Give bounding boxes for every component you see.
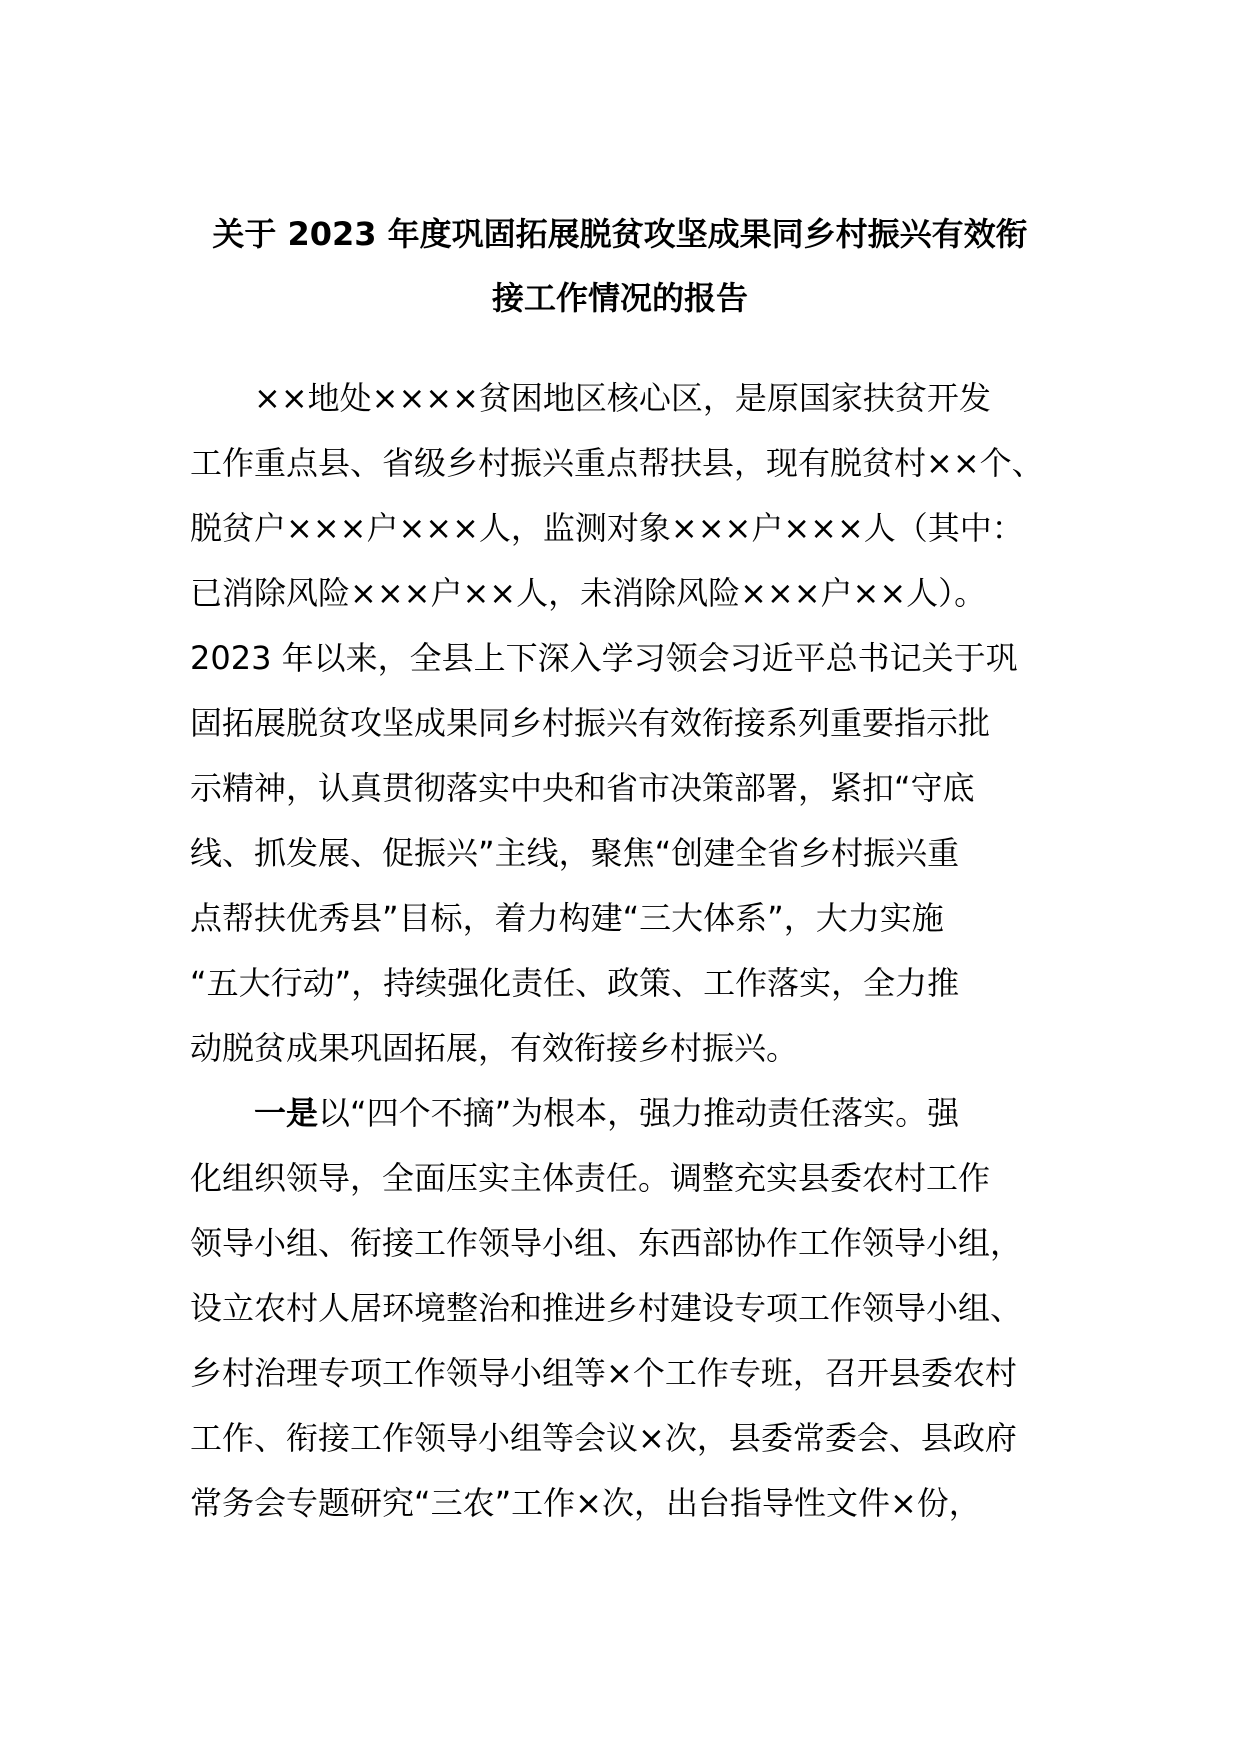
title-line: 接工作情况的报告 xyxy=(491,279,748,317)
paragraph-line: 乡村治理专项工作领导小组等×个工作专班，召开县委农村 xyxy=(190,1354,1017,1392)
paragraph-line: 设立农村人居环境整治和推进乡村建设专项工作领导小组、 xyxy=(190,1289,1023,1327)
paragraph-line: 示精神，认真贯彻落实中央和省市决策部署，紧扣“守底 xyxy=(190,769,975,807)
paragraph-line: ××地处××××贫困地区核心区，是原国家扶贫开发 xyxy=(254,379,991,417)
paragraph-line: 脱贫户×××户×××人，监测对象×××户×××人（其中： xyxy=(190,509,1024,547)
paragraph-2 xyxy=(190,1081,1070,1536)
paragraph-line: 工作重点县、省级乡村振兴重点帮扶县，现有脱贫村××个、 xyxy=(190,444,1044,482)
paragraph-line: “五大行动”，持续强化责任、政策、工作落实，全力推 xyxy=(190,964,960,1002)
document-title xyxy=(180,202,1060,330)
paragraph-line: 工作、衔接工作领导小组等会议×次，县委常委会、县政府 xyxy=(190,1419,1017,1457)
paragraph-line: 2023 年以来，全县上下深入学习领会习近平总书记关于巩 xyxy=(190,639,1018,677)
paragraph-lead: 一是 xyxy=(254,1094,319,1132)
document-body xyxy=(190,366,1070,1536)
paragraph-line xyxy=(190,1081,1070,1146)
paragraph-line: 点帮扶优秀县”目标，着力构建“三大体系”，大力实施 xyxy=(190,899,944,937)
paragraph-line-text: 以“四个不摘”为根本，强力推动责任落实。强 xyxy=(318,1094,960,1132)
paragraph-line: 已消除风险×××户××人，未消除风险×××户××人）。 xyxy=(190,574,987,612)
paragraph-line: 领导小组、衔接工作领导小组、东西部协作工作领导小组， xyxy=(190,1224,1023,1262)
paragraph-line: 动脱贫成果巩固拓展，有效衔接乡村振兴。 xyxy=(190,1029,799,1067)
paragraph-line: 常务会专题研究“三农”工作×次，出台指导性文件×份， xyxy=(190,1484,981,1522)
paragraph-1 xyxy=(190,366,1070,1081)
title-line: 关于 2023 年度巩固拓展脱贫攻坚成果同乡村振兴有效衔 xyxy=(212,215,1028,253)
paragraph-line: 化组织领导，全面压实主体责任。调整充实县委农村工作 xyxy=(190,1159,991,1197)
paragraph-line: 线、抓发展、促振兴”主线，聚焦“创建全省乡村振兴重 xyxy=(190,834,960,872)
paragraph-line: 固拓展脱贫攻坚成果同乡村振兴有效衔接系列重要指示批 xyxy=(190,704,991,742)
